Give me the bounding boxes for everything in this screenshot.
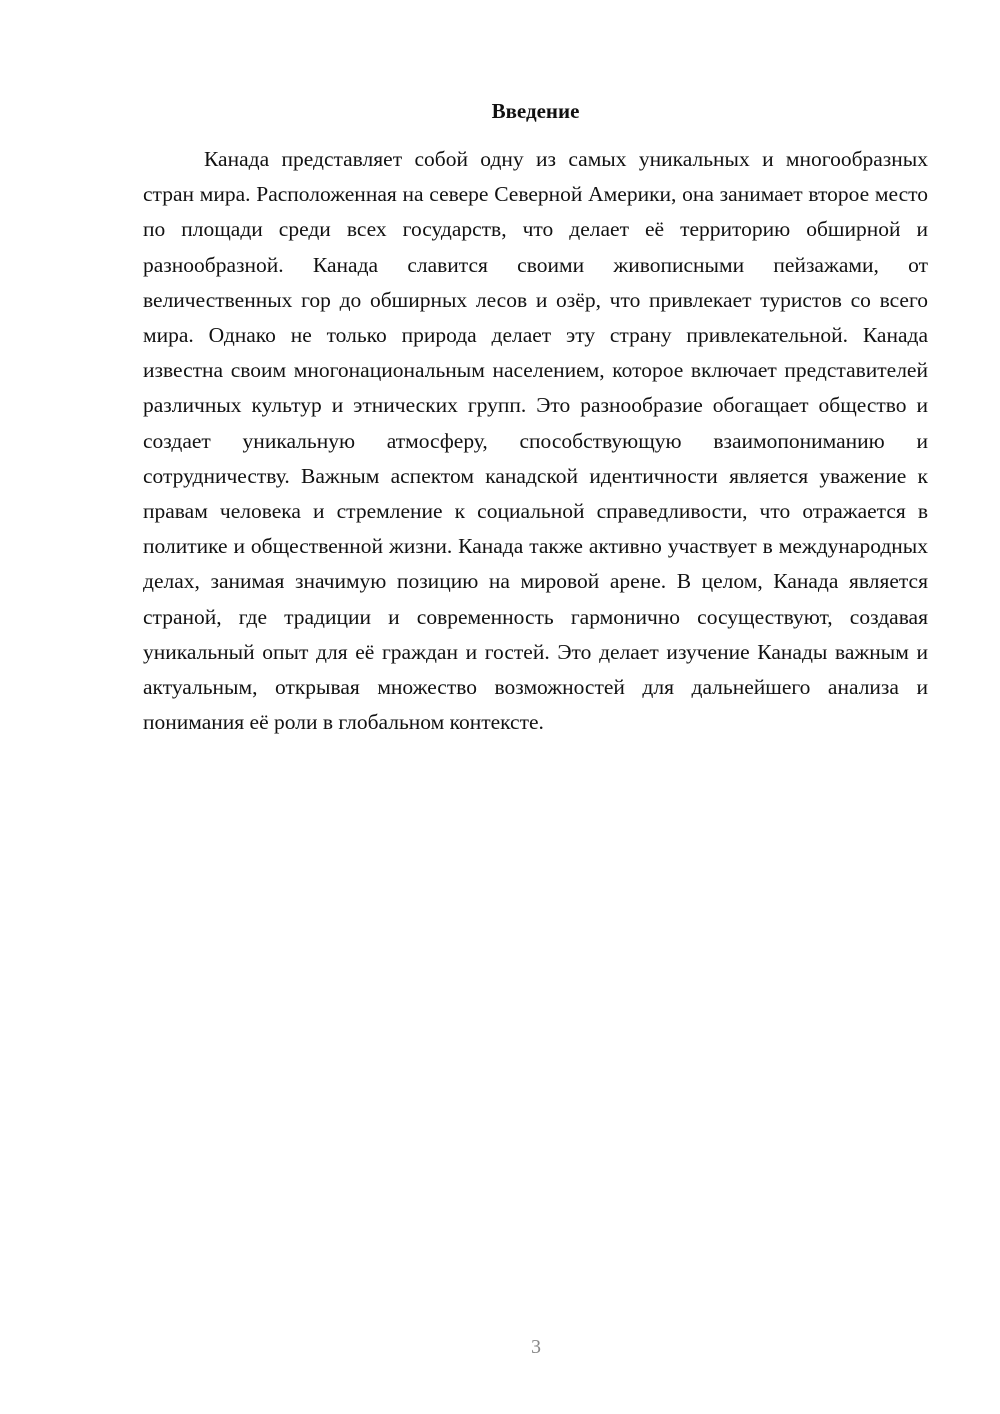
page-title: Введение xyxy=(491,99,580,123)
body-paragraph: Канада представляет собой одну из самых уникальных и многообразных стран мира. Расположенная на севере Северной Америки, она занимает второе место по площади среди всех государств, что делает её территорию обширной и разнообразной. Канада славится своими живописными пейзажами, от величественных гор до обширных лесов и озёр, что привлекает туристов со всего мира. Однако не только природа делает эту страну привлекательной. Канада известна своим многонациональным населением, которое включает представителей различных культур и этнических групп. Это разнообразие обогащает общество и создает уникальную атмосферу, способствующую взаимопониманию и сотрудничеству. Важным аспектом канадской идентичности является уважение к правам человека и стремление к социальной справедливости, что отражается в политике и общественной жизни. Канада также активно участвует в международных делах, занимая значимую позицию на мировой арене. В целом, Канада является страной, где традиции и современность гармонично сосуществуют, создавая уникальный опыт для её граждан и гостей. Это делает изучение Канады важным и актуальным, открывая множество возможностей для дальнейшего анализа и понимания её роли в глобальном контексте. xyxy=(143,147,928,735)
page-number: 3 xyxy=(531,1336,541,1358)
